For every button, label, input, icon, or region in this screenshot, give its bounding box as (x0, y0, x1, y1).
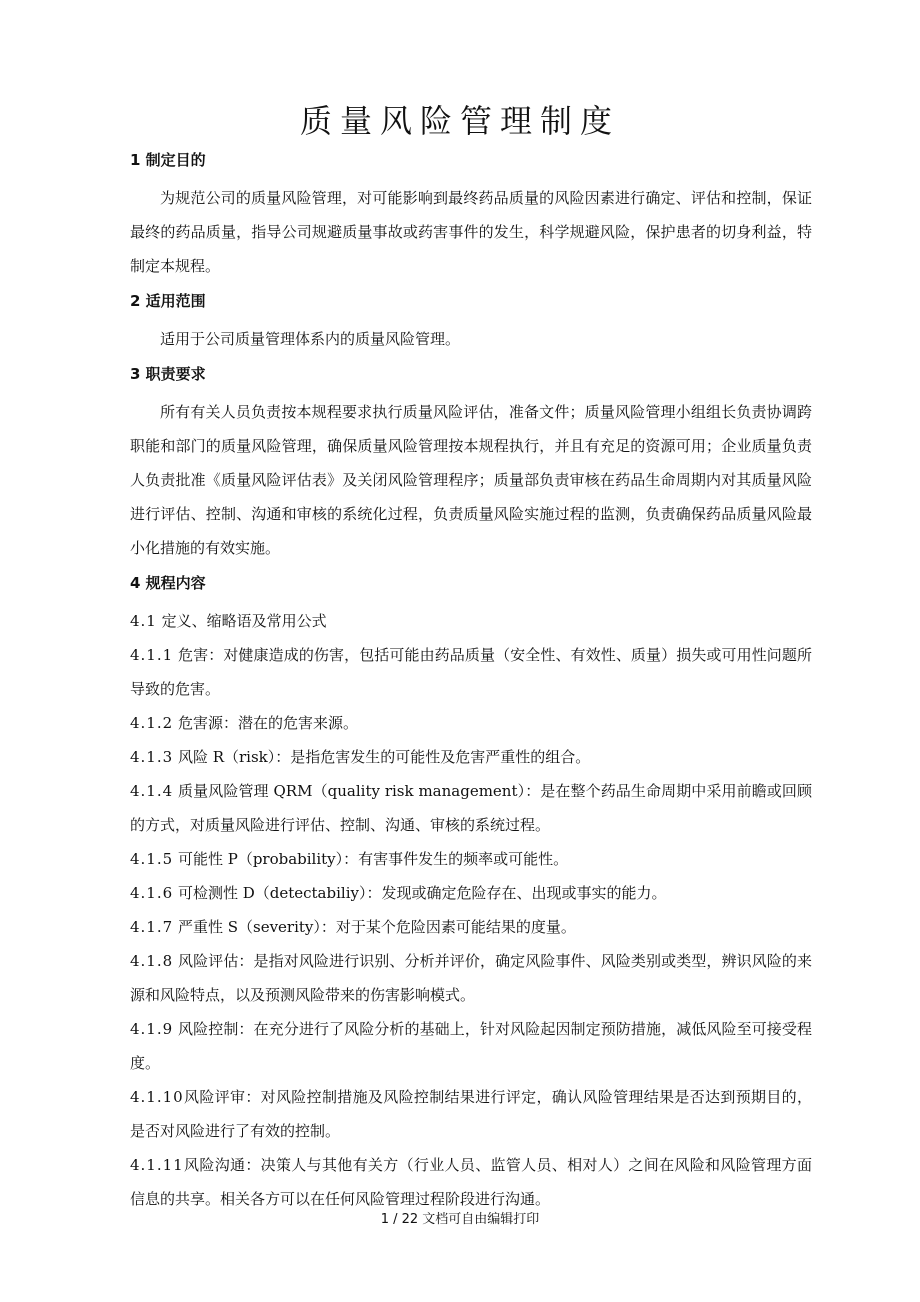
item-number: 4.1.1 (130, 646, 174, 664)
item-text: 可检测性 D（detectabiliy）：发现或确定危险存在、出现或事实的能力。 (177, 884, 667, 902)
item-number: 4.1.10 (130, 1088, 184, 1106)
item-text: 严重性 S（severity）：对于某个危险因素可能结果的度量。 (177, 918, 576, 936)
item-text: 质量风险管理 QRM（quality risk management）：是在整个药品生命周期中采用前瞻或回顾的方式，对质量风险进行评估、控制、沟通、审核的系统过程。 (130, 782, 812, 834)
definition-item (130, 1012, 812, 1080)
item-text: 风险控制：在充分进行了风险分析的基础上，针对风险起因制定预防措施，减低风险至可接受程度。 (130, 1020, 812, 1072)
item-text: 可能性 P（probability）：有害事件发生的频率或可能性。 (177, 850, 569, 868)
definition-item (130, 1080, 812, 1148)
item-text: 风险沟通：决策人与其他有关方（行业人员、监管人员、相对人）之间在风险和风险管理方面信息的共享。相关各方可以在任何风险管理过程阶段进行沟通。 (130, 1156, 812, 1208)
item-text: 定义、缩略语及常用公式 (161, 612, 327, 630)
definition-item (130, 1148, 812, 1216)
document-body (130, 146, 812, 1216)
item-text: 危害：对健康造成的伤害，包括可能由药品质量（安全性、有效性、质量）损失或可用性问题所导致的危害。 (130, 646, 812, 698)
item-text: 风险 R（risk）：是指危害发生的可能性及危害严重性的组合。 (177, 748, 591, 766)
definition-item (130, 604, 812, 638)
document-title: 质量风险管理制度 (299, 102, 620, 140)
definition-item (130, 910, 812, 944)
definition-item (130, 774, 812, 842)
definition-item (130, 876, 812, 910)
item-number: 4.1.6 (130, 884, 174, 902)
definition-item (130, 944, 812, 1012)
section-heading: 2 适用范围 (130, 292, 206, 310)
item-text: 风险评估：是指对风险进行识别、分析并评价，确定风险事件、风险类别或类型，辨识风险的来源和风险特点，以及预测风险带来的伤害影响模式。 (130, 952, 812, 1004)
definition-item (130, 706, 812, 740)
item-number: 4.1 (130, 612, 157, 630)
item-number: 4.1.4 (130, 782, 174, 800)
definition-item (130, 842, 812, 876)
section-paragraph: 为规范公司的质量风险管理，对可能影响到最终药品质量的风险因素进行确定、评估和控制，保证最终的药品质量，指导公司规避质量事故或药害事件的发生，科学规避风险，保护患者的切身利益，特制定本规程。 (130, 189, 812, 275)
item-number: 4.1.3 (130, 748, 174, 766)
section-heading: 1 制定目的 (130, 151, 206, 169)
definition-item (130, 740, 812, 774)
item-number: 4.1.5 (130, 850, 174, 868)
item-number: 4.1.9 (130, 1020, 174, 1038)
section-heading: 3 职责要求 (130, 365, 206, 383)
definition-item (130, 638, 812, 706)
item-number: 4.1.7 (130, 918, 174, 936)
item-number: 4.1.2 (130, 714, 174, 732)
page-footer: 1 / 22 文档可自由编辑打印 (380, 1212, 540, 1227)
section-paragraph: 适用于公司质量管理体系内的质量风险管理。 (160, 330, 461, 348)
item-number: 4.1.8 (130, 952, 174, 970)
item-text: 风险评审：对风险控制措施及风险控制结果进行评定，确认风险管理结果是否达到预期目的，是否对风险进行了有效的控制。 (130, 1088, 812, 1140)
item-text: 危害源：潜在的危害来源。 (177, 714, 358, 732)
section-paragraph: 所有有关人员负责按本规程要求执行质量风险评估，准备文件；质量风险管理小组组长负责协调跨职能和部门的质量风险管理，确保质量风险管理按本规程执行，并且有充足的资源可用；企业质量负责人负责批准《质量风险评估表》及关闭风险管理程序；质量部负责审核在药品生命周期内对其质量风险进行评估、控制、沟通和审核的系统化过程，负责质量风险实施过程的监测，负责确保药品质量风险最小化措施的有效实施。 (130, 403, 812, 557)
section-heading: 4 规程内容 (130, 574, 206, 592)
item-number: 4.1.11 (130, 1156, 184, 1174)
